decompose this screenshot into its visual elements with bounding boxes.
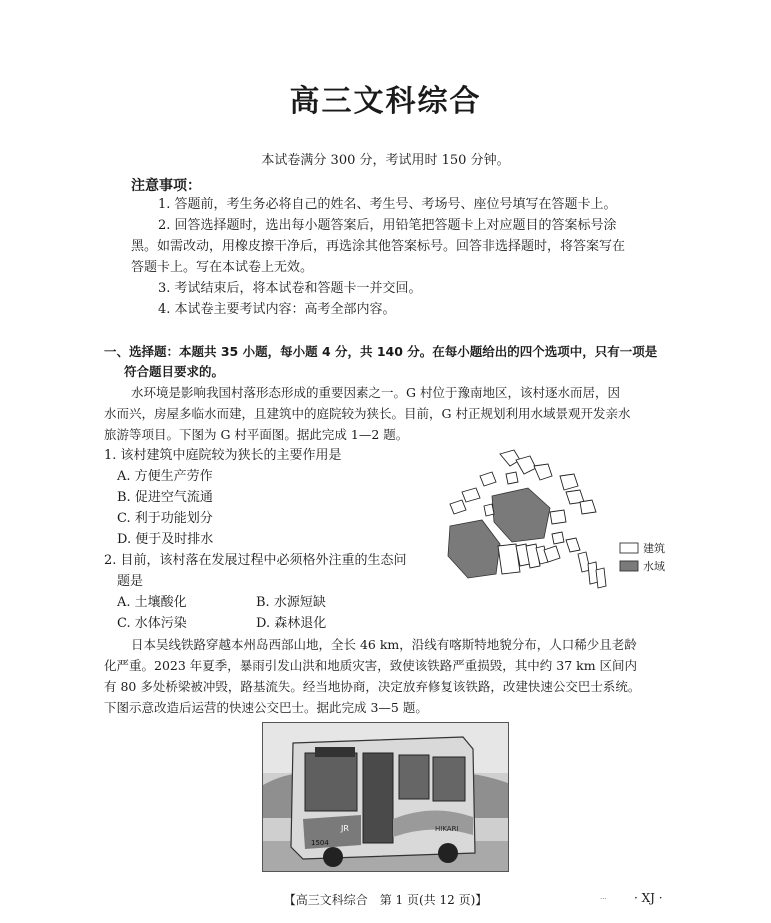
building xyxy=(596,568,606,588)
water-area xyxy=(492,488,550,542)
page-footer: 【高三文科综合 第 1 页(共 12 页)】 xyxy=(283,893,488,907)
building xyxy=(580,500,596,514)
building xyxy=(450,500,466,514)
water-area xyxy=(448,520,500,578)
question-1-option: D. 便于及时排水 xyxy=(117,532,214,547)
bus-door xyxy=(363,753,393,843)
legend-building-label: 建筑 xyxy=(643,542,665,555)
note-item: 2. 回答选择题时，选出每小题答案后，用铅笔把答题卡上对应题目的答案标号涂 xyxy=(158,218,617,233)
building xyxy=(550,510,566,524)
note-item: 4. 本试卷主要考试内容：高考全部内容。 xyxy=(158,302,396,317)
question-2-stem-cont: 题是 xyxy=(117,574,144,589)
bus-plate: 1504 xyxy=(311,839,329,847)
building xyxy=(484,504,494,516)
question-2-option: D. 森林退化 xyxy=(256,616,327,631)
question-2-option: B. 水源短缺 xyxy=(256,595,326,610)
note-item: 黑。如需改动，用橡皮擦干净后，再选涂其他答案标号。回答非选择题时，将答案写在 xyxy=(131,239,626,254)
note-item: 3. 考试结束后，将本试卷和答题卡一并交回。 xyxy=(158,281,422,296)
village-map-drawing xyxy=(440,446,668,598)
bus-brand-text: HIKARI xyxy=(435,825,459,833)
footer-mark: ... xyxy=(600,893,607,901)
note-item: 答题卡上。写在本试卷上无效。 xyxy=(131,260,314,275)
passage-line: 化严重。2023 年夏季，暴雨引发山洪和地质灾害，致使该铁路严重损毁，其中约 37 km 区间内 xyxy=(104,658,638,673)
section-heading: 一、选择题：本题共 35 小题，每小题 4 分，共 140 分。在每小题给出的四个选项中，只有一项是 xyxy=(104,344,658,359)
bus-jr-logo: JR xyxy=(341,824,349,833)
bus-photo-drawing xyxy=(263,723,508,871)
bus-wheel xyxy=(438,843,458,863)
footer-code: · XJ · xyxy=(634,891,663,905)
question-1-option: C. 利于功能划分 xyxy=(117,511,213,526)
passage-line: 水而兴，房屋多临水而建，且建筑中的庭院较为狭长。目前，G 村正规划利用水域景观开发亲水 xyxy=(104,406,631,421)
question-1-stem: 1. 该村建筑中庭院较为狭长的主要作用是 xyxy=(104,448,342,463)
building xyxy=(566,538,580,552)
building xyxy=(506,472,518,484)
legend-building-swatch xyxy=(620,543,638,553)
building xyxy=(480,472,496,486)
bus-windshield xyxy=(305,753,357,811)
notes-heading: 注意事项： xyxy=(131,178,201,194)
building xyxy=(500,450,520,466)
building xyxy=(552,532,564,544)
bus-wheel xyxy=(323,847,343,867)
passage-line: 水环境是影响我国村落形态形成的重要因素之一。G 村位于豫南地区，该村逐水而居，因 xyxy=(131,385,620,400)
exam-intro: 本试卷满分 300 分，考试用时 150 分钟。 xyxy=(261,153,510,168)
section-heading-cont: 符合题目要求的。 xyxy=(124,364,225,379)
passage-line: 下图示意改造后运营的快速公交巴士。据此完成 3—5 题。 xyxy=(104,700,428,715)
question-1-option: A. 方便生产劳作 xyxy=(117,469,213,484)
question-2-option: C. 水体污染 xyxy=(117,616,187,631)
legend-water-label: 水域 xyxy=(643,560,665,573)
building xyxy=(560,474,578,490)
building xyxy=(516,456,536,474)
building xyxy=(534,464,552,480)
page-title: 高三文科综合 xyxy=(289,84,482,119)
village-map xyxy=(440,446,668,598)
passage-line: 有 80 多处桥梁被冲毁，路基流失。经当地协商，决定放弃修复该铁路，改建快速公交巴士系统。 xyxy=(104,679,641,694)
bus-photo xyxy=(262,722,509,872)
question-2-option: A. 土壤酸化 xyxy=(117,595,187,610)
building xyxy=(462,488,480,502)
question-2-stem: 2. 目前，该村落在发展过程中必须格外注重的生态问 xyxy=(104,553,407,568)
note-item: 1. 答题前，考生务必将自己的姓名、考生号、考场号、座位号填写在答题卡上。 xyxy=(158,197,617,212)
legend-water-swatch xyxy=(620,561,638,571)
question-1-option: B. 促进空气流通 xyxy=(117,490,213,505)
passage-line: 旅游等项目。下图为 G 村平面图。据此完成 1—2 题。 xyxy=(104,427,409,442)
bus-destination-sign xyxy=(315,747,355,757)
passage-line: 日本吴线铁路穿越本州岛西部山地，全长 46 km，沿线有喀斯特地貌分布，人口稀少且老龄 xyxy=(131,637,637,652)
